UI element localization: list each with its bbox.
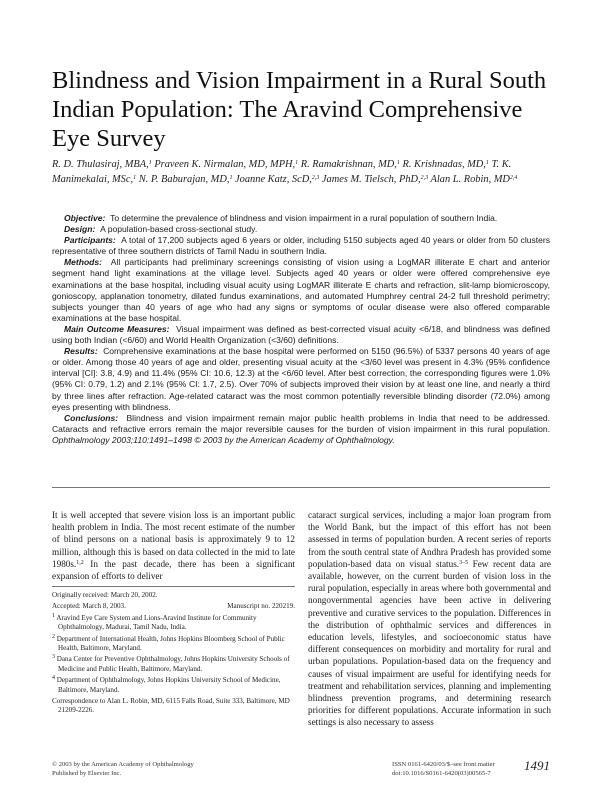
abstract-label: Results: [64, 346, 98, 357]
abstract-section: Participants: A total of 17,200 subjects aged 6 years or older, including 5150 subjects aged 40 years or older from 50 clusters representative of three southern districts of Tamil Nadu in southern India. [52, 235, 550, 257]
author: T. K. Manimekalai, MSc,$^1$ [52, 159, 512, 185]
footnotes [52, 591, 295, 718]
abstract-label: Methods: [64, 257, 102, 268]
author: Alan L. Robin, MD$^{2,4}$ [430, 173, 518, 185]
author-affiliation-mark: 1 [229, 174, 233, 181]
affiliation-note: $^4$ Department of Ophthalmology, Johns Hopkins University School of Medicine, Baltimore, Maryland. [52, 675, 281, 694]
correspondence: Correspondence to Alan L. Robin, MD, 6115 Falls Road, Suite 333, Baltimore, MD 21209-2226. [52, 697, 290, 715]
author-list [52, 158, 552, 187]
author-affiliation-mark: 1 [485, 160, 489, 166]
affiliation-note: $^3$ Dana Center for Preventive Ophthalmology, Johns Hopkins University Schools of Medicine and Public Health, Baltimore, Maryland. [52, 654, 290, 673]
author-affiliation-mark: 1 [133, 174, 137, 181]
body-column-left [52, 509, 295, 582]
footer-left [52, 761, 292, 778]
author-affiliation-mark: 1 [396, 160, 400, 166]
abstract-section: Main Outcome Measures: Visual impairment was defined as best-corrected visual acuity <6/18, and blindness was defined using both Indian (<6/60) and World Health Organization (<3/60) definitions. [52, 323, 550, 346]
author-affiliation-mark: 2,4 [509, 174, 518, 181]
author-affiliation-mark: 2,3 [311, 174, 320, 181]
footer-right [392, 761, 522, 778]
journal-citation: Ophthalmology 2003;110:1491–1498 © 2003 by the American Academy of Ophthalmology. [52, 434, 395, 445]
author-affiliation-mark: 1 [148, 160, 152, 166]
copyright: © 2003 by the American Academy of Ophthalmology [52, 761, 194, 768]
author: N. P. Baburajan, MD,$^1$ [138, 173, 233, 185]
abstract-section: Methods: All participants had preliminary screenings consisting of vision using a LogMAR illiterate E chart and anterior segment hand light examinations at the village level. Subjects aged 40 years or older were offered comprehensive eye examinations at the base hospital, including visual acuity using LogMAR illiterate E charts and refraction, slit-lamp biomicroscopy, gonioscopy, applanation tonometry, dilated fundus examinations, and automated Humphrey central 24-2 full threshold perimetry; subjects younger than 40 years of age who had any signs or symptoms of ocular disease were also offered comparable examinations at the base hospital. [52, 257, 550, 323]
intro-paragraph-right: cataract surgical services, including a major loan program from the World Bank, but the impact of this effort has not been assessed in terms of population burden. A recent series of reports from the south central state of Andhra Pradesh has provided some population-based data on visual status.$^{3-5}$ Few recent data are available, however, on the current burden of vision loss in the rural population, especially in areas where both governmental and nongovernmental agencies have been active in delivering preventive and curative services to the population. Differences in the distribution of ophthalmic services and differences in education levels, lifestyles, and socioeconomic status have different consequences on morbidity and mortality for rural and urban populations. Population-based data on the frequency and causes of visual impairment are useful for identifying needs for treatment and rehabilitation services, planning and implementing blindness prevention programs, and determining research priorities for different populations. Accurate information in such settings is also necessary to assess [308, 510, 551, 728]
intro-paragraph-left: It is well accepted that severe vision loss is an important public health problem in India. The most recent estimate of the number of blind persons on a national basis is approximately 9 to 12 million, although this is based on data collected in the mid to late 1980s.$^{1,2}$ In the past decade, there has been a significant expansion of efforts to deliver [52, 510, 295, 582]
author: Praveen K. Nirmalan, MD, MPH,$^1$ [154, 159, 299, 170]
affiliation-list [52, 614, 295, 695]
author-affiliation-mark: 1 [295, 160, 299, 166]
abstract-section: Objective: To determine the prevalence of blindness and vision impairment in a rural population of southern India. [64, 213, 498, 223]
abstract-label: Design: [64, 224, 96, 235]
article-title: Blindness and Vision Impairment in a Rural South Indian Population: The Aravind Comprehensive Eye Survey [52, 67, 547, 153]
doi: doi:10.1016/S0161-6420(03)00565-7 [392, 769, 491, 777]
abstract-section: Design: A population-based cross-sectional study. [64, 224, 258, 235]
author: R. D. Thulasiraj, MBA,$^1$ [52, 159, 152, 170]
accepted-row [52, 602, 295, 611]
abstract-label: Participants: [64, 235, 116, 246]
author-affiliation-mark: 2,3 [420, 174, 429, 181]
abstract [52, 213, 550, 446]
abstract-divider [52, 487, 550, 488]
footnote-divider [52, 586, 295, 587]
affiliation-note: $^2$ Department of International Health, Johns Hopkins Bloomberg School of Public Health, Baltimore, Maryland. [52, 633, 285, 653]
publisher: Published by Elsevier Inc. [52, 769, 122, 777]
author: Joanne Katz, ScD,$^{2,3}$ [235, 173, 320, 185]
body-column-right [308, 509, 551, 729]
received-date: Originally received: March 20, 2002. [52, 591, 158, 599]
abstract-section: Results: Comprehensive examinations at the base hospital were performed on 5150 (96.5%) of 5337 persons 40 years of age or older. Among those 40 years of age and older, presenting visual acuity at the <3/60 level was present in 4.3% (95% confidence interval [CI]: 3.8, 4.9) and 11.4% (95% CI: 10.6, 12.3) at the <6/60 level. After best correction, the corresponding figures were 1.0% (95% CI: 0.79, 1.2) and 2.1% (95% CI: 1.7, 2.5). Over 70% of subjects improved their vision by at least one line, and nearly a third by three lines after refraction. Age-related cataract was the most common potentially reversible blinding disorder (72.0%) among eyes presenting with blindness. [52, 346, 550, 412]
author: James M. Tielsch, PhD,$^{2,3}$ [321, 173, 429, 185]
issn: ISSN 0161-6420/03/$–see front matter [392, 761, 495, 768]
author: R. Ramakrishnan, MD,$^1$ [300, 159, 400, 170]
accepted-date: Accepted: March 8, 2003. [52, 602, 126, 611]
author: R. Krishnadas, MD,$^1$ [402, 159, 489, 170]
affiliation-note: $^1$ Aravind Eye Care System and Lions-Aravind Institute for Community Ophthalmology, Madurai, Tamil Nadu, India. [52, 612, 257, 632]
abstract-label: Conclusions: [64, 412, 119, 423]
abstract-label: Objective: [64, 213, 106, 223]
page-number: 1491 [524, 758, 550, 773]
abstract-label: Main Outcome Measures: [64, 323, 170, 334]
abstract-section: Conclusions: Blindness and vision impairment remain major public health problems in India that need to be addressed. Cataracts and refractive errors remain the major reversible causes for the burden of vision impairment in this rural population. Ophthalmology 2003;110:1491–1498 © 2003 by the American Academy of Ophthalmology. [52, 412, 550, 445]
manuscript-number: Manuscript no. 220219. [227, 602, 295, 611]
